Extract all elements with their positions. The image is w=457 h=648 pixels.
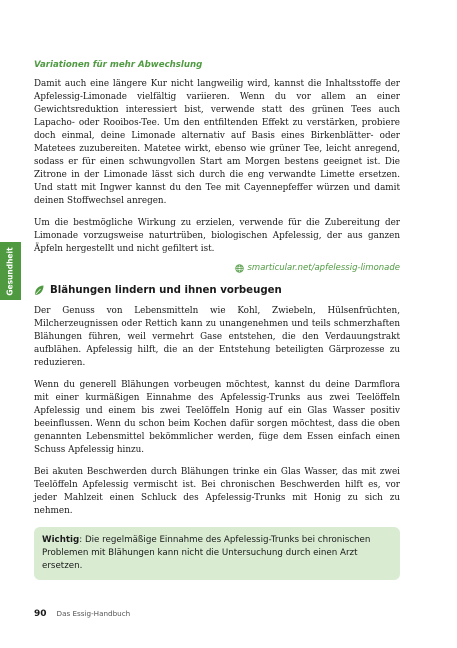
- subheading: Variationen für mehr Abwechslung: [34, 60, 203, 70]
- page-number: 90: [34, 609, 47, 619]
- paragraph-causes: Der Genuss von Lebensmitteln wie Kohl, Zwiebeln, Hülsenfrüchten, Milcherzeugnissen oder Rettich kann zu unangenehmen und teils schmerzhaften Blähungen führen, weil vermehrt Gase entstehen, die den Verdauungstrakt aufblähen. Apfelessig hilft, die an der Entstehung beteiligten Gärprozesse zu reduzieren.: [34, 306, 400, 368]
- section-title: Blähungen lindern und ihnen vorbeugen: [50, 285, 282, 296]
- note-text: : Die regelmäßige Einnahme des Apfelessig-Trunks bei chronischen Problemen mit Blähungen kann nicht die Untersuchung durch einen Arzt ersetzen.: [42, 535, 371, 571]
- side-tab-label: Gesundheit: [6, 246, 15, 296]
- important-note-box: [34, 527, 400, 580]
- web-link[interactable]: [34, 263, 400, 273]
- globe-icon: [235, 264, 244, 273]
- book-title: Das Essig-Handbuch: [56, 609, 131, 618]
- leaf-icon: [34, 285, 44, 296]
- web-link-text[interactable]: smarticular.net/apfelessig-limonade: [247, 263, 400, 273]
- paragraph-best-effect: Um die bestmögliche Wirkung zu erzielen, verwende für die Zubereitung der Limonade vorzugsweise naturtrüben, biologischen Apfelessig, der aus ganzen Äpfeln hergestellt und nicht gefiltert ist.: [34, 218, 400, 254]
- paragraph-acute: Bei akuten Beschwerden durch Blähungen trinke ein Glas Wasser, das mit zwei Teelöffeln Apfelessig vermischt ist. Bei chronischen Beschwerden hilft es, vor jeder Mahlzeit einen Schluck des Apfelessig-Trunks mit Honig zu sich zu nehmen.: [34, 467, 400, 516]
- page-footer: [34, 609, 130, 619]
- section-heading: [34, 285, 400, 296]
- paragraph-prevention: Wenn du generell Blähungen vorbeugen möchtest, kannst du deine Darmflora mit einer kurmäßigen Einnahme des Apfelessig-Trunks aus zwei Teelöffeln Apfelessig und einem bis zwei Teelöffeln Honig auf ein Glas Wasser positiv beeinflussen. Wenn du schon beim Kochen dafür sorgen möchtest, dass die oben genannten Lebensmittel bekömmlicher werden, füge dem Essen einfach einen Schuss Apfelessig hinzu.: [34, 380, 400, 455]
- paragraph-variations: Damit auch eine längere Kur nicht langweilig wird, kannst die Inhaltsstoffe der Apfelessig-Limonade vielfältig variieren. Wenn du vor allem an einer Gewichtsreduktion interessiert bist, verwende statt des grünen Tees auch Lapacho- oder Rooibos-Tee. Um den entfiltenden Effekt zu verstärken, probiere doch einmal, deine Limonade alternativ auf Basis eines Birkenblätter- oder Matetees zuzubereiten. Matetee wirkt, ebenso wie grüner Tee, leicht anregend, sodass er für einen schwungvollen Start am Morgen bestens geeignet ist. Die Zitrone in der Limonade lässt sich durch die eng verwandte Limette ersetzen. Und statt mit Ingwer kannst du den Tee mit Cayennepfeffer würzen und damit deinen Stoffwechsel anregen.: [34, 79, 400, 206]
- note-label: Wichtig: [42, 535, 80, 545]
- page-content: [34, 60, 400, 580]
- side-tab: [0, 242, 21, 300]
